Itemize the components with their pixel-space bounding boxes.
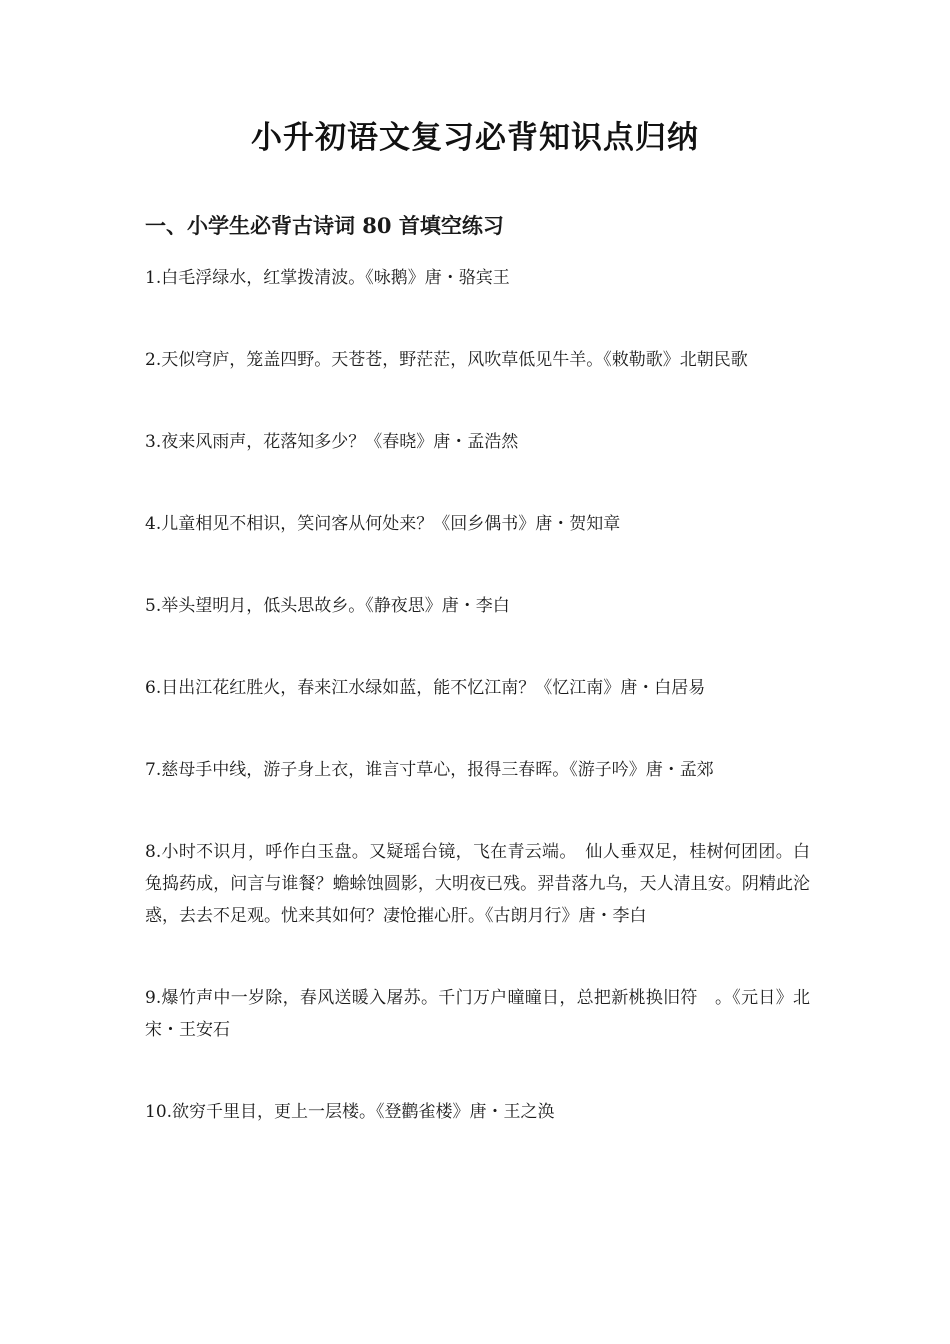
page-title: 小升初语文复习必背知识点归纳 — [251, 120, 699, 156]
list-item: 6.日出江花红胜火，春来江水绿如蓝，能不忆江南？《忆江南》唐・白居易 — [145, 678, 706, 698]
poem-list — [145, 262, 810, 1178]
list-item: 3.夜来风雨声，花落知多少？《春晓》唐・孟浩然 — [145, 432, 519, 452]
list-item: 7.慈母手中线，游子身上衣，谁言寸草心，报得三春晖。《游子吟》唐・孟郊 — [145, 760, 714, 780]
list-item: 10.欲穷千里目，更上一层楼。《登鹳雀楼》唐・王之涣 — [145, 1102, 555, 1122]
section-heading: 一、小学生必背古诗词 80 首填空练习 — [145, 213, 504, 238]
list-item: 2.天似穹庐，笼盖四野。天苍苍，野茫茫，风吹草低见牛羊。《敕勒歌》北朝民歌 — [145, 350, 748, 370]
list-item: 1.白毛浮绿水，红掌拨清波。《咏鹅》唐・骆宾王 — [145, 268, 510, 288]
list-item: 5.举头望明月，低头思故乡。《静夜思》唐・李白 — [145, 596, 510, 616]
list-item: 8.小时不识月，呼作白玉盘。又疑瑶台镜，飞在青云端。 仙人垂双足，桂树何团团。白兔捣药成，问言与谁餐？蟾蜍蚀圆影，大明夜已残。羿昔落九乌，天人清且安。阴精此沦惑，去去不足观。忧来其如何？凄怆摧心肝。《古朗月行》唐・李白 — [145, 842, 810, 926]
list-item: 4.儿童相见不相识，笑问客从何处来？《回乡偶书》唐・贺知章 — [145, 514, 621, 534]
list-item: 9.爆竹声中一岁除，春风送暖入屠苏。千门万户曈曈日，总把新桃换旧符 。《元日》北宋・王安石 — [145, 988, 810, 1040]
